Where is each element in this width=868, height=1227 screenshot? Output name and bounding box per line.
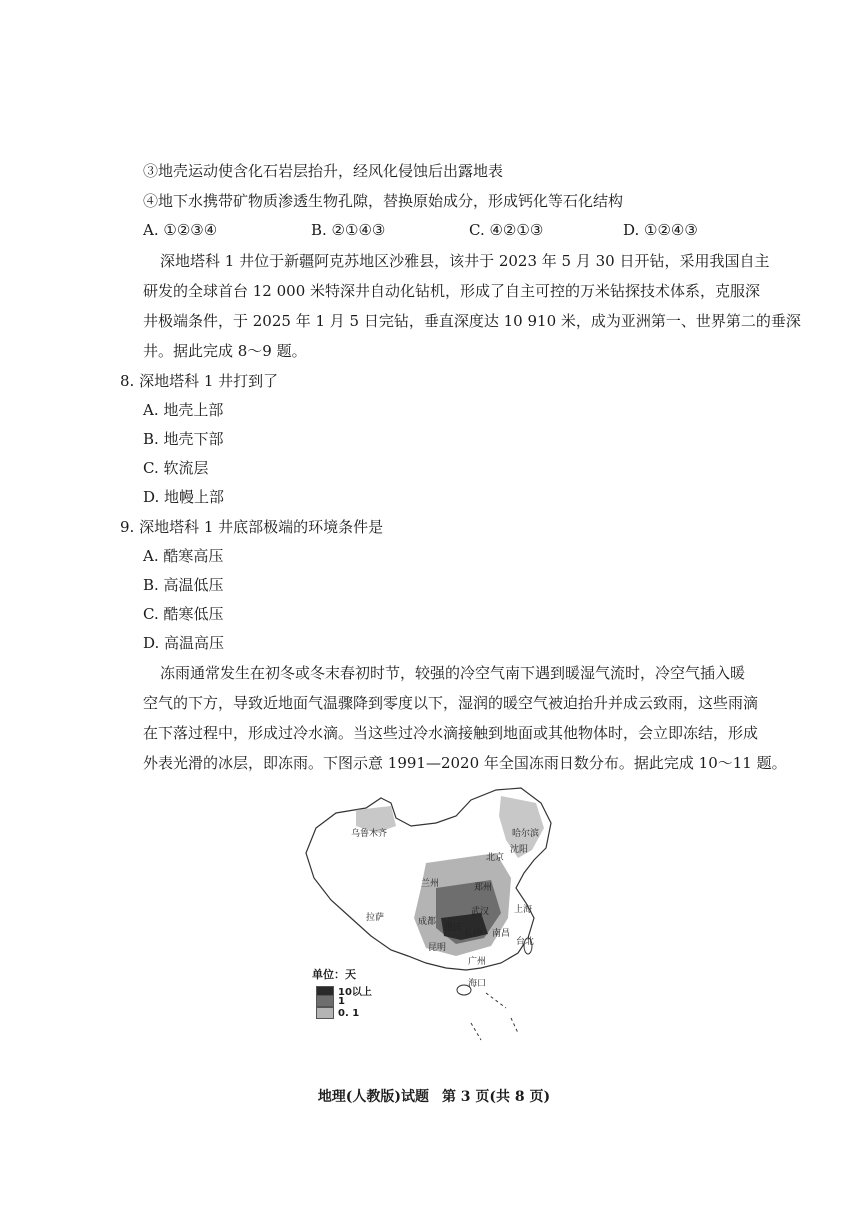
page-footer [0, 1086, 868, 1106]
china-map-graphic [296, 778, 566, 1068]
footer-page-number: 第 3 页(共 8 页) [441, 1089, 551, 1105]
city-wuhan: 武汉 [471, 907, 490, 917]
city-lhasa: 拉萨 [366, 913, 385, 923]
q7-options [143, 221, 723, 241]
q9-option-b[interactable]: B. 高温低压 [143, 576, 224, 594]
city-lanzhou: 兰州 [421, 879, 440, 889]
city-zhengzhou: 郑州 [474, 883, 493, 893]
passage1-line1: 深地塔科 1 井位于新疆阿克苏地区沙雅县，该井于 2023 年 5 月 30 日开钻，采用我国自主 [160, 252, 770, 270]
city-urumqi: 乌鲁木齐 [351, 829, 388, 839]
q9-option-c[interactable]: C. 酷寒低压 [143, 605, 224, 623]
city-beijing: 北京 [486, 853, 505, 863]
city-harbin: 哈尔滨 [512, 829, 540, 839]
q7-option-d[interactable]: D. ①②④③ [623, 221, 698, 239]
city-shenyang: 沈阳 [510, 845, 529, 855]
q9-stem: 9. 深地塔科 1 井底部极端的环境条件是 [120, 518, 384, 536]
footer-subject: 地理(人教版)试题 [317, 1089, 430, 1105]
legend-item-low [316, 1007, 359, 1019]
q8-option-a[interactable]: A. 地壳上部 [143, 401, 224, 419]
passage2-line3: 在下落过程中，形成过冷水滴。当这些过冷水滴接触到地面或其他物体时，会立即冻结，形成 [143, 724, 759, 742]
city-haikou: 海口 [468, 979, 487, 989]
passage1-line2: 研发的全球首台 12 000 米特深井自动化钻机，形成了自主可控的万米钻探技术体系，克服深 [143, 282, 761, 300]
city-shanghai: 上海 [514, 905, 533, 915]
statement-4: ④地下水携带矿物质渗透生物孔隙，替换原始成分，形成钙化等石化结构 [143, 192, 624, 210]
q8-stem: 8. 深地塔科 1 井打到了 [120, 372, 279, 390]
q7-option-b[interactable]: B. ②①④③ [311, 221, 386, 239]
south-sea-boundary [471, 993, 518, 1040]
q9-option-d[interactable]: D. 高温高压 [143, 634, 225, 652]
freezing-rain-map [296, 778, 566, 1068]
statement-3: ③地壳运动使含化石岩层抬升，经风化侵蚀后出露地表 [143, 162, 504, 180]
q8-option-b[interactable]: B. 地壳下部 [143, 430, 224, 448]
city-chengdu: 成都 [418, 917, 437, 927]
city-changsha: 长沙 [464, 929, 483, 939]
legend-label-high: 10以上 [338, 987, 372, 998]
q7-option-c[interactable]: C. ④②①③ [469, 221, 544, 239]
passage2-line4: 外表光滑的冰层，即冻雨。下图示意 1991—2020 年全国冻雨日数分布。据此完成 10～11 题。 [143, 754, 787, 772]
legend-swatch-low [316, 1007, 334, 1019]
q8-option-d[interactable]: D. 地幔上部 [143, 488, 225, 506]
legend-item-mid [316, 995, 345, 1007]
city-nanchang: 南昌 [492, 929, 511, 939]
city-taipei: 台北 [516, 937, 535, 947]
legend-label-mid: 1 [338, 996, 345, 1007]
passage1-line3: 井极端条件，于 2025 年 1 月 5 日完钻，垂直深度达 10 910 米，成为亚洲第一、世界第二的垂深 [143, 312, 801, 330]
passage1-line4: 井。据此完成 8～9 题。 [143, 342, 307, 360]
legend-label-low: 0. 1 [338, 1008, 360, 1019]
legend-title: 单位：天 [312, 968, 356, 981]
q7-option-a[interactable]: A. ①②③④ [143, 221, 218, 239]
q8-option-c[interactable]: C. 软流层 [143, 459, 209, 477]
passage2-line2: 空气的下方，导致近地面气温骤降到零度以下，湿润的暖空气被迫抬升并成云致雨，这些雨滴 [143, 694, 759, 712]
city-guangzhou: 广州 [468, 957, 487, 967]
passage2-line1: 冻雨通常发生在初冬或冬末春初时节，较强的冷空气南下遇到暖湿气流时，冷空气插入暖 [160, 664, 746, 682]
q9-option-a[interactable]: A. 酷寒高压 [143, 547, 224, 565]
city-chongqing: 重庆 [444, 923, 463, 933]
city-kunming: 昆明 [428, 943, 447, 953]
legend-swatch-mid [316, 995, 334, 1007]
